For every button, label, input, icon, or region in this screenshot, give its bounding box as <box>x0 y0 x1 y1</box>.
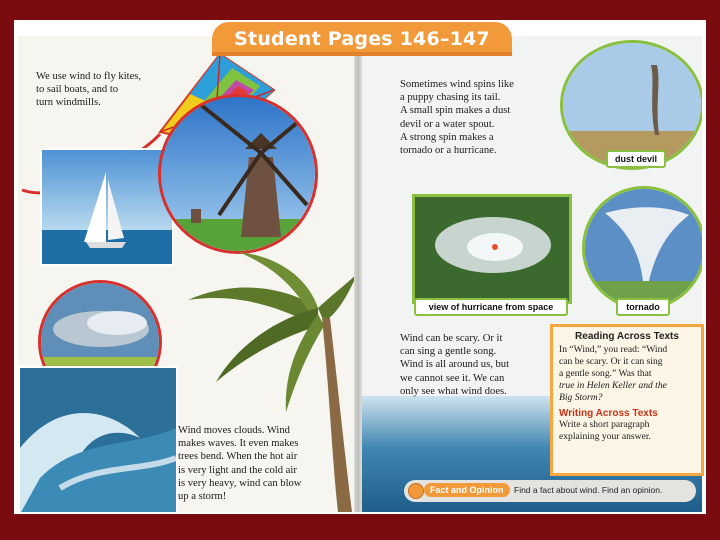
scary-text <box>400 332 560 398</box>
page-title-tab <box>212 22 512 56</box>
spin-line: Sometimes wind spins like <box>400 79 514 90</box>
tornado-caption: tornado <box>616 298 670 316</box>
spin-text <box>400 78 560 157</box>
writing-line: Write a short paragraph <box>559 419 650 430</box>
wave-photo <box>18 366 178 512</box>
skill-prompt: Find a fact about wind. Find an opinion. <box>514 485 663 495</box>
writing-line: explaining your answer. <box>559 431 651 442</box>
writing-title: Writing Across Texts <box>559 408 658 419</box>
spin-line: A small spin makes a dust <box>400 105 511 117</box>
clouds-line: trees bend. When the hot air <box>178 451 298 463</box>
intro-line: to sail boats, and to <box>36 84 119 96</box>
scary-line: Wind can be scary. Or it <box>400 333 503 344</box>
windmill-photo <box>158 94 318 254</box>
clouds-text <box>178 424 354 503</box>
reading-line: true in Helen Keller and the <box>559 380 667 391</box>
page-title: Student Pages 146–147 <box>234 28 490 50</box>
left-page <box>18 36 354 512</box>
writing-text <box>559 419 695 443</box>
tornado-photo <box>582 186 702 310</box>
scary-line: we cannot see it. We can <box>400 372 505 384</box>
book-gutter <box>354 36 362 512</box>
hurricane-photo <box>412 194 572 304</box>
fact-opinion-banner <box>404 480 696 502</box>
reading-across-texts-box <box>550 324 704 476</box>
scary-line: Wind is all around us, but <box>400 359 510 371</box>
clouds-line: up a storm! <box>178 491 227 503</box>
dust-devil-caption: dust devil <box>606 150 666 168</box>
reading-line: a gentle song.” Was that <box>559 368 652 379</box>
reading-title: Reading Across Texts <box>575 331 679 342</box>
skill-label: Fact and Opinion <box>424 483 510 497</box>
spin-line: A strong spin makes a <box>400 131 494 143</box>
intro-line: turn windmills. <box>36 97 101 109</box>
spin-line: tornado or a hurricane. <box>400 145 497 157</box>
scary-line: only see what wind does. <box>400 385 507 397</box>
clouds-line: is very light and the cold air <box>178 464 297 476</box>
reading-line: In “Wind,” you read: “Wind <box>559 344 668 355</box>
clouds-line: makes waves. It even makes <box>178 438 299 450</box>
sailboat-photo <box>40 148 174 266</box>
spin-line: a puppy chasing its tail. <box>400 92 501 104</box>
reading-line: Big Storm? <box>559 392 603 403</box>
spin-line: devil or a water spout. <box>400 118 495 130</box>
reading-line: can be scary. Or it can sing <box>559 356 663 367</box>
scary-line: can sing a gentle song. <box>400 346 497 358</box>
clouds-line: is very heavy, wind can blow <box>178 477 302 489</box>
reading-text <box>559 344 695 404</box>
intro-line: We use wind to fly kites, <box>36 71 142 82</box>
skill-badge-icon <box>408 483 424 499</box>
clouds-line: Wind moves clouds. Wind <box>178 425 290 436</box>
hurricane-caption: view of hurricane from space <box>414 298 568 316</box>
